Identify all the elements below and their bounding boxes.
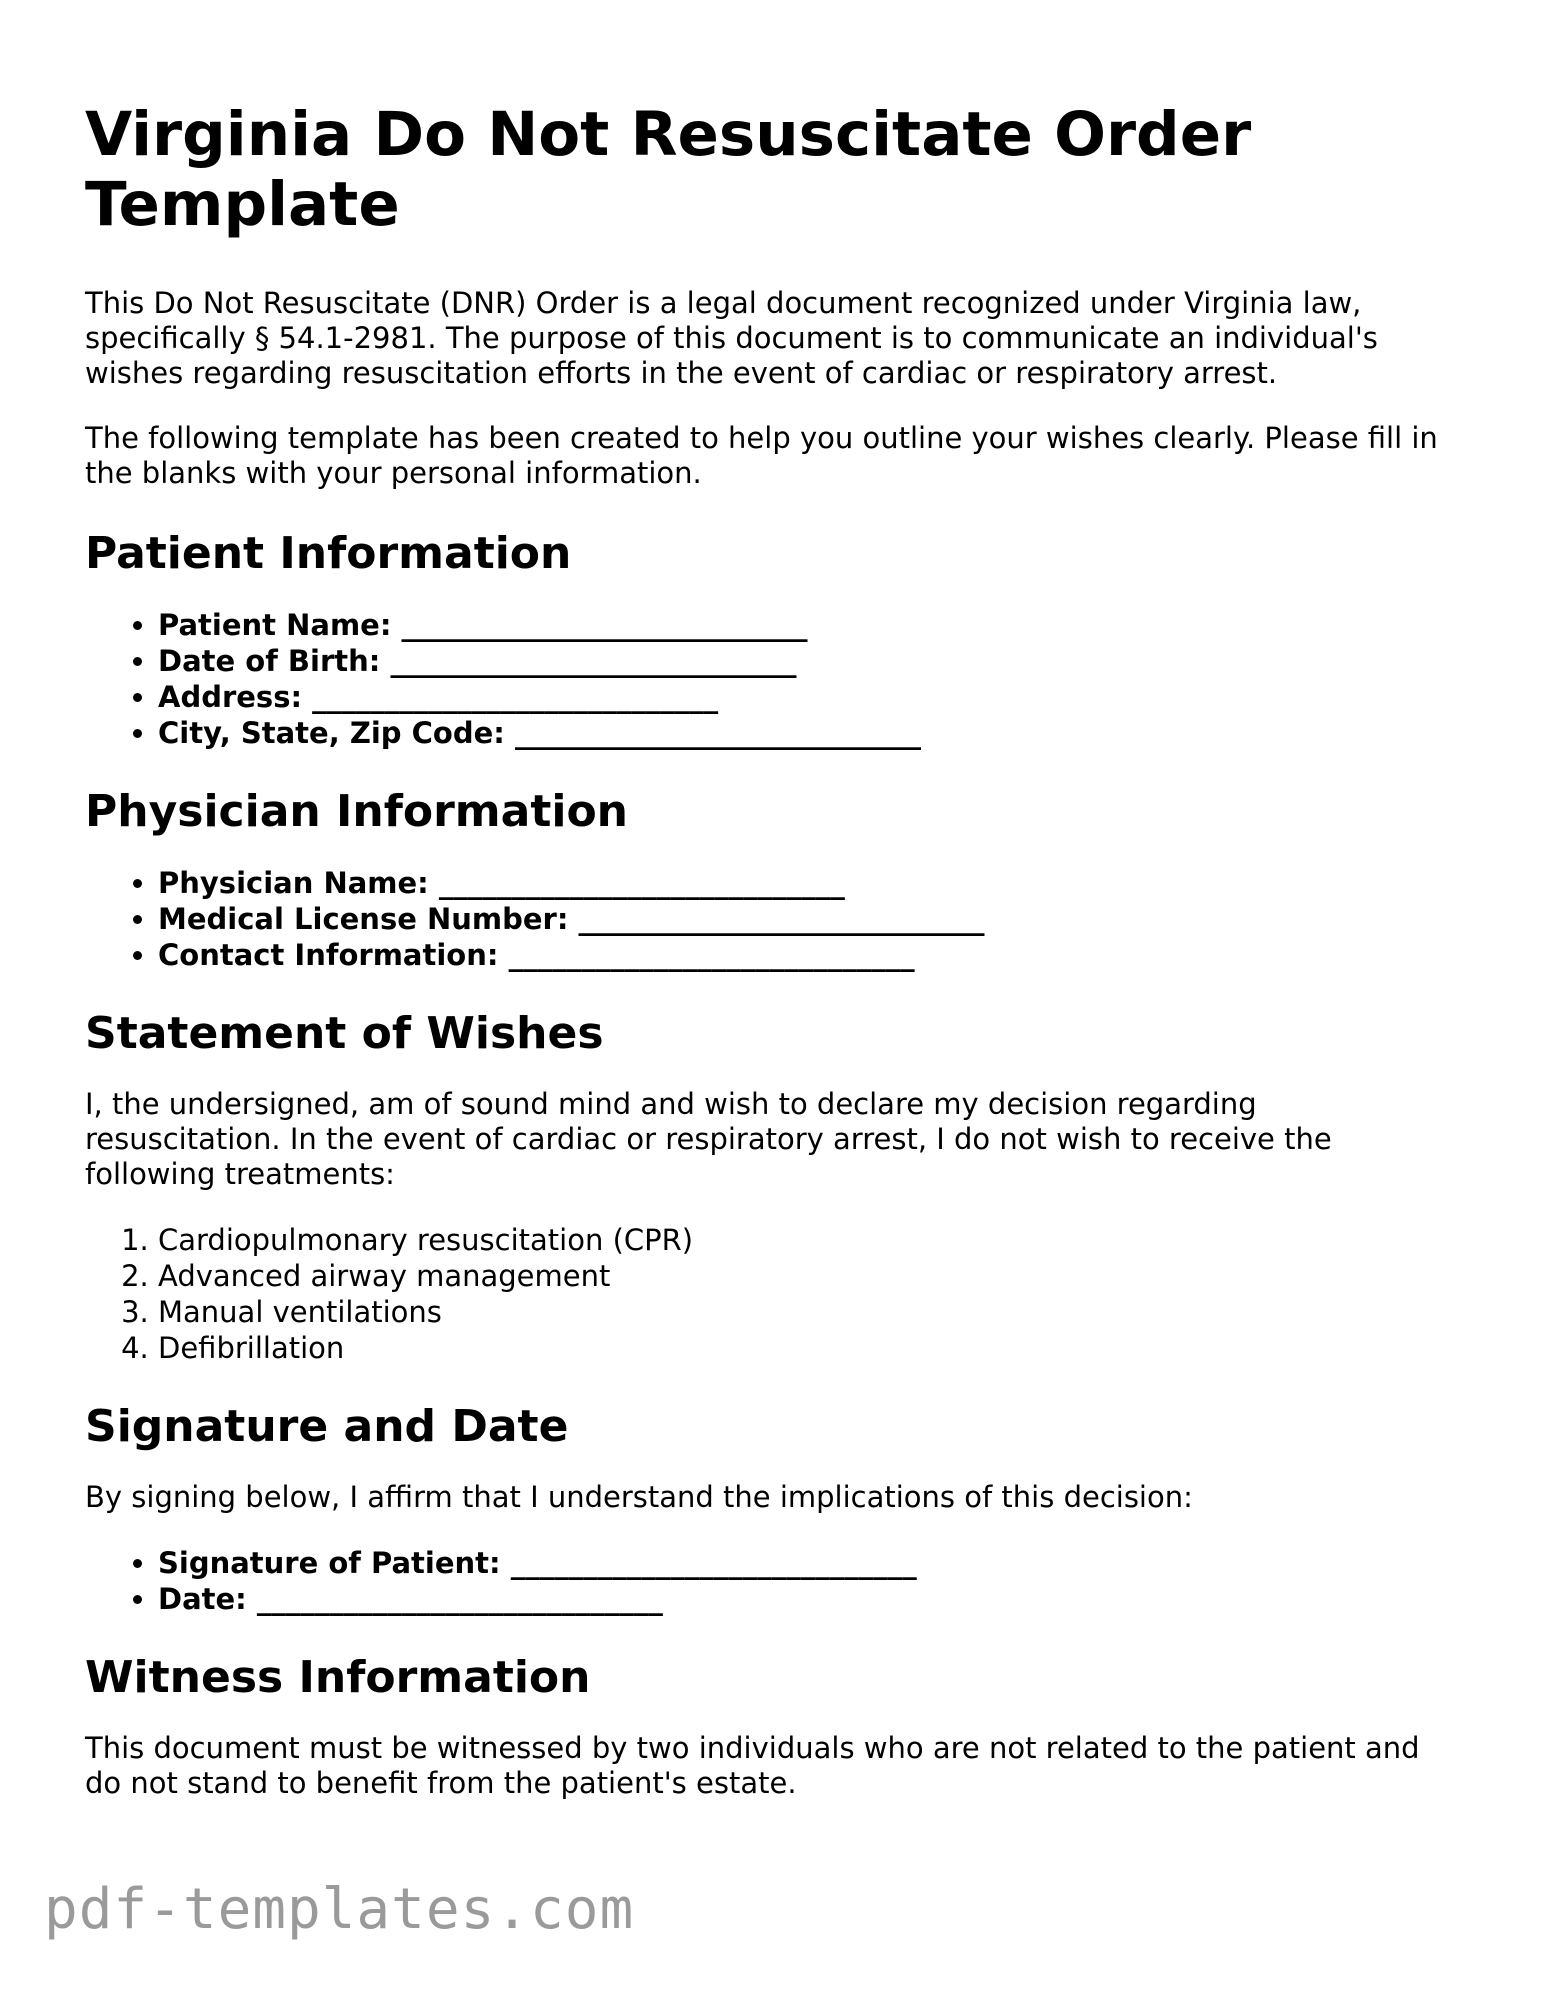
treatment-item: 3. Manual ventilations bbox=[158, 1294, 1455, 1330]
patient-name-field: • Patient Name: ____________________________ bbox=[158, 607, 1455, 643]
statement-of-wishes-text: I, the undersigned, am of sound mind and wish to declare my decision regarding resuscitation. In the event of cardiac or respiratory arrest, I do not wish to receive the following treatments: bbox=[85, 1087, 1332, 1191]
watermark: pdf-templates.com bbox=[44, 1877, 635, 1942]
physician-fields-list bbox=[85, 865, 1455, 973]
patient-fields-list bbox=[85, 607, 1455, 751]
treatment-item: 1. Cardiopulmonary resuscitation (CPR) bbox=[158, 1222, 1455, 1258]
physician-information-heading: Physician Information bbox=[85, 786, 628, 837]
witness-text: This document must be witnessed by two individuals who are not related to the patient and do not stand to benefit from the patient's estate. bbox=[85, 1731, 1420, 1800]
intro-paragraph-1: This Do Not Resuscitate (DNR) Order is a legal document recognized under Virginia law, specifically § 54.1-2981. The purpose of this document is to communicate an individual's wishes regarding resuscitation efforts in the event of cardiac or respiratory arrest. bbox=[85, 286, 1378, 390]
contact-information-field: • Contact Information: ____________________________ bbox=[158, 937, 1455, 973]
statement-of-wishes-heading: Statement of Wishes bbox=[85, 1008, 604, 1059]
physician-name-field: • Physician Name: ____________________________ bbox=[158, 865, 1455, 901]
intro-paragraph-2: The following template has been created to help you outline your wishes clearly. Please fill in the blanks with your personal information. bbox=[85, 421, 1438, 490]
address-field: • Address: ____________________________ bbox=[158, 679, 1455, 715]
city-state-zip-field: • City, State, Zip Code: ____________________________ bbox=[158, 715, 1455, 751]
signature-of-patient-field: • Signature of Patient: ____________________________ bbox=[158, 1545, 1455, 1581]
document-page bbox=[85, 100, 1455, 1831]
witness-information-heading: Witness Information bbox=[85, 1652, 591, 1703]
treatment-item: 4. Defibrillation bbox=[158, 1330, 1455, 1366]
signature-date-field: • Date: ____________________________ bbox=[158, 1581, 1455, 1617]
signature-fields-list bbox=[85, 1545, 1455, 1617]
treatments-list bbox=[85, 1222, 1455, 1366]
patient-information-heading: Patient Information bbox=[85, 528, 572, 579]
document-title: Virginia Do Not Resuscitate Order Template bbox=[85, 99, 1252, 240]
medical-license-number-field: • Medical License Number: ____________________________ bbox=[158, 901, 1455, 937]
signature-and-date-heading: Signature and Date bbox=[85, 1401, 569, 1452]
treatment-item: 2. Advanced airway management bbox=[158, 1258, 1455, 1294]
signature-text: By signing below, I affirm that I understand the implications of this decision: bbox=[85, 1480, 1193, 1514]
date-of-birth-field: • Date of Birth: ____________________________ bbox=[158, 643, 1455, 679]
